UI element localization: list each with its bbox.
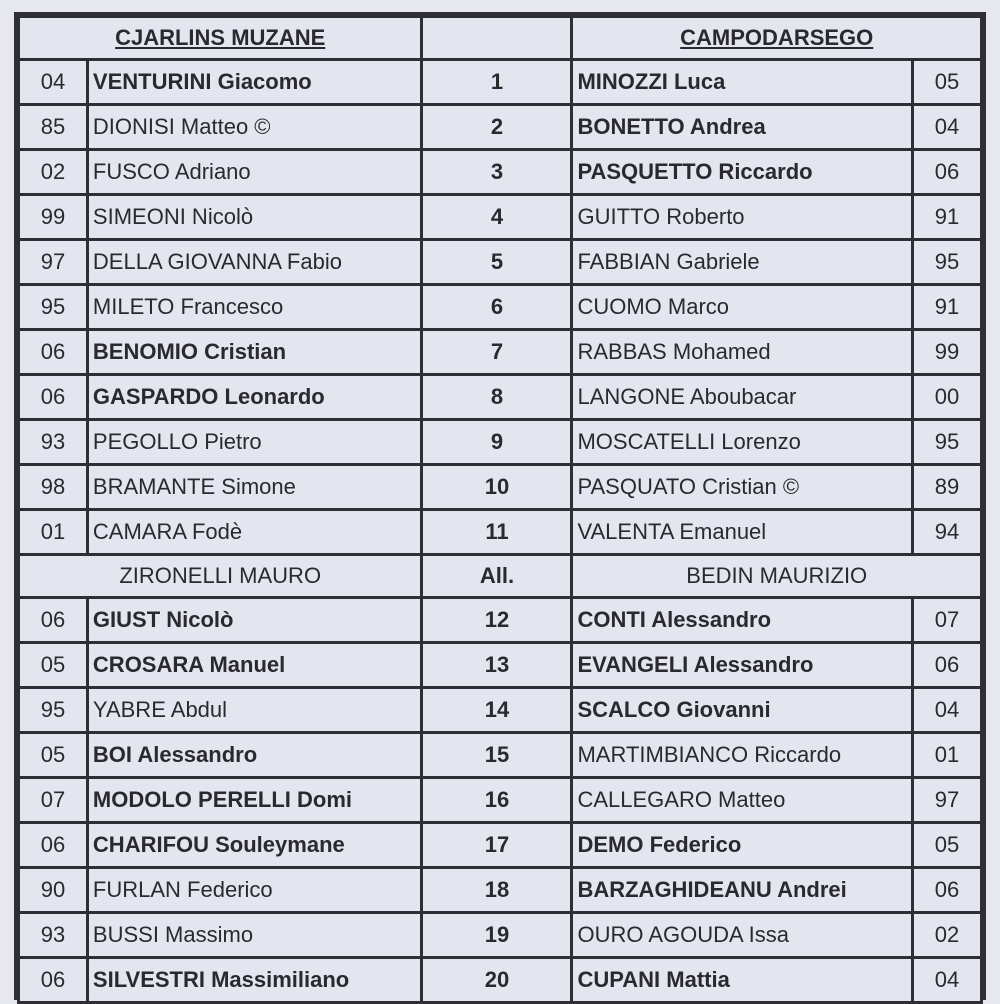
home-player-name: MODOLO PERELLI Domi: [87, 778, 422, 823]
player-row: [19, 598, 982, 643]
shirt-number: 3: [422, 150, 572, 195]
shirt-number: 15: [422, 733, 572, 778]
away-player-year: 05: [913, 823, 982, 868]
home-player-year: 06: [19, 823, 88, 868]
home-player-name: SILVESTRI Massimiliano: [87, 958, 422, 1003]
home-player-year: 06: [19, 375, 88, 420]
shirt-number: 13: [422, 643, 572, 688]
header-number-blank: [422, 17, 572, 60]
home-player-year: 97: [19, 240, 88, 285]
away-player-year: 95: [913, 420, 982, 465]
home-player-name: YABRE Abdul: [87, 688, 422, 733]
home-team-label: CJARLINS MUZANE: [115, 25, 326, 50]
away-player-year: 04: [913, 688, 982, 733]
shirt-number: 11: [422, 510, 572, 555]
shirt-number: 7: [422, 330, 572, 375]
shirt-number: 9: [422, 420, 572, 465]
away-player-year: 99: [913, 330, 982, 375]
player-row: [19, 150, 982, 195]
home-coach: ZIRONELLI MAURO: [19, 555, 422, 598]
away-player-name: PASQUETTO Riccardo: [572, 150, 913, 195]
home-player-year: 98: [19, 465, 88, 510]
shirt-number: 8: [422, 375, 572, 420]
away-player-name: OURO AGOUDA Issa: [572, 913, 913, 958]
away-player-year: 95: [913, 240, 982, 285]
away-player-year: 06: [913, 643, 982, 688]
home-player-year: 02: [19, 150, 88, 195]
shirt-number: 1: [422, 60, 572, 105]
away-player-name: CALLEGARO Matteo: [572, 778, 913, 823]
player-row: [19, 958, 982, 1003]
player-row: [19, 913, 982, 958]
away-player-year: 94: [913, 510, 982, 555]
home-player-year: 95: [19, 688, 88, 733]
coach-label: All.: [422, 555, 572, 598]
shirt-number: 14: [422, 688, 572, 733]
shirt-number: 16: [422, 778, 572, 823]
away-player-name: PASQUATO Cristian ©: [572, 465, 913, 510]
home-player-name: BOI Alessandro: [87, 733, 422, 778]
away-player-name: SCALCO Giovanni: [572, 688, 913, 733]
home-player-year: 06: [19, 598, 88, 643]
away-player-name: FABBIAN Gabriele: [572, 240, 913, 285]
home-player-year: 93: [19, 913, 88, 958]
home-player-year: 95: [19, 285, 88, 330]
home-player-name: CAMARA Fodè: [87, 510, 422, 555]
away-player-name: MARTIMBIANCO Riccardo: [572, 733, 913, 778]
away-team-name: [572, 17, 982, 60]
player-row: [19, 375, 982, 420]
home-player-year: 93: [19, 420, 88, 465]
team-header-row: [19, 17, 982, 60]
home-player-year: 06: [19, 330, 88, 375]
home-player-year: 99: [19, 195, 88, 240]
home-player-year: 85: [19, 105, 88, 150]
home-player-name: MILETO Francesco: [87, 285, 422, 330]
away-coach: BEDIN MAURIZIO: [572, 555, 982, 598]
home-player-name: GIUST Nicolò: [87, 598, 422, 643]
home-player-year: 90: [19, 868, 88, 913]
player-row: [19, 688, 982, 733]
shirt-number: 12: [422, 598, 572, 643]
player-row: [19, 330, 982, 375]
away-player-name: LANGONE Aboubacar: [572, 375, 913, 420]
home-team-name: [19, 17, 422, 60]
player-row: [19, 195, 982, 240]
away-player-year: 91: [913, 195, 982, 240]
away-player-year: 01: [913, 733, 982, 778]
shirt-number: 5: [422, 240, 572, 285]
home-player-name: PEGOLLO Pietro: [87, 420, 422, 465]
home-player-year: 05: [19, 733, 88, 778]
home-player-name: GASPARDO Leonardo: [87, 375, 422, 420]
away-player-year: 00: [913, 375, 982, 420]
coach-row: [19, 555, 982, 598]
away-player-name: CUPANI Mattia: [572, 958, 913, 1003]
away-player-year: 02: [913, 913, 982, 958]
away-player-year: 06: [913, 868, 982, 913]
home-player-name: BENOMIO Cristian: [87, 330, 422, 375]
away-player-year: 04: [913, 958, 982, 1003]
home-player-year: 01: [19, 510, 88, 555]
home-player-name: CROSARA Manuel: [87, 643, 422, 688]
away-player-name: CONTI Alessandro: [572, 598, 913, 643]
away-team-label: CAMPODARSEGO: [680, 25, 874, 50]
home-player-name: SIMEONI Nicolò: [87, 195, 422, 240]
player-row: [19, 868, 982, 913]
shirt-number: 19: [422, 913, 572, 958]
away-player-name: EVANGELI Alessandro: [572, 643, 913, 688]
away-player-name: DEMO Federico: [572, 823, 913, 868]
lineup-table: [17, 15, 983, 1004]
away-player-name: BARZAGHIDEANU Andrei: [572, 868, 913, 913]
away-player-name: CUOMO Marco: [572, 285, 913, 330]
shirt-number: 18: [422, 868, 572, 913]
player-row: [19, 733, 982, 778]
player-row: [19, 420, 982, 465]
home-player-name: DIONISI Matteo ©: [87, 105, 422, 150]
away-player-year: 97: [913, 778, 982, 823]
home-player-name: FUSCO Adriano: [87, 150, 422, 195]
player-row: [19, 240, 982, 285]
home-player-name: CHARIFOU Souleymane: [87, 823, 422, 868]
lineup-sheet: [14, 12, 986, 1000]
shirt-number: 20: [422, 958, 572, 1003]
shirt-number: 2: [422, 105, 572, 150]
away-player-name: VALENTA Emanuel: [572, 510, 913, 555]
player-row: [19, 105, 982, 150]
home-player-name: FURLAN Federico: [87, 868, 422, 913]
player-row: [19, 510, 982, 555]
home-player-year: 04: [19, 60, 88, 105]
home-player-name: DELLA GIOVANNA Fabio: [87, 240, 422, 285]
away-player-year: 89: [913, 465, 982, 510]
home-player-year: 07: [19, 778, 88, 823]
player-row: [19, 823, 982, 868]
home-player-year: 05: [19, 643, 88, 688]
shirt-number: 4: [422, 195, 572, 240]
player-row: [19, 285, 982, 330]
home-player-name: BUSSI Massimo: [87, 913, 422, 958]
away-player-year: 07: [913, 598, 982, 643]
player-row: [19, 60, 982, 105]
player-row: [19, 643, 982, 688]
shirt-number: 17: [422, 823, 572, 868]
away-player-name: MOSCATELLI Lorenzo: [572, 420, 913, 465]
shirt-number: 6: [422, 285, 572, 330]
away-player-name: RABBAS Mohamed: [572, 330, 913, 375]
player-row: [19, 465, 982, 510]
away-player-year: 06: [913, 150, 982, 195]
player-row: [19, 778, 982, 823]
home-player-year: 06: [19, 958, 88, 1003]
shirt-number: 10: [422, 465, 572, 510]
home-player-name: VENTURINI Giacomo: [87, 60, 422, 105]
away-player-year: 04: [913, 105, 982, 150]
away-player-year: 91: [913, 285, 982, 330]
home-player-name: BRAMANTE Simone: [87, 465, 422, 510]
away-player-name: BONETTO Andrea: [572, 105, 913, 150]
away-player-year: 05: [913, 60, 982, 105]
away-player-name: MINOZZI Luca: [572, 60, 913, 105]
away-player-name: GUITTO Roberto: [572, 195, 913, 240]
